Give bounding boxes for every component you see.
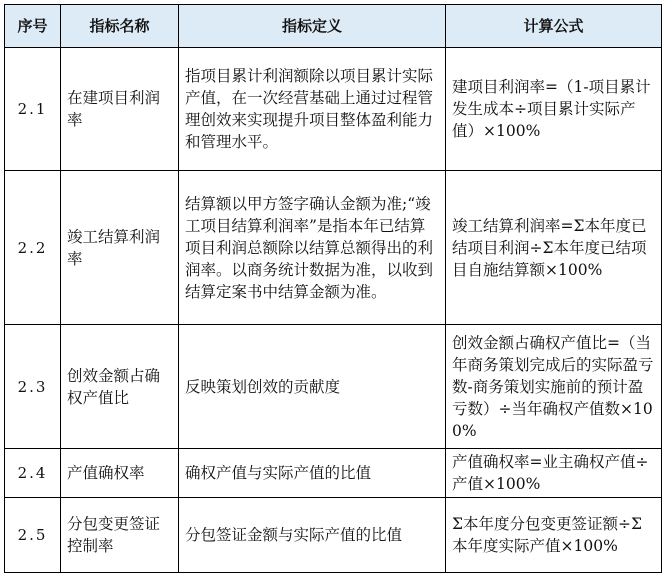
- row-definition: 反映策划创效的贡献度: [179, 325, 446, 449]
- row-seq: 2.5: [5, 498, 61, 573]
- table-row: [5, 48, 662, 171]
- row-formula: 建项目利润率=（1-项目累计发生成本÷项目累计实际产值）×100%: [446, 48, 662, 171]
- row-name: 在建项目利润率: [61, 48, 179, 171]
- row-definition: 确权产值与实际产值的比值: [179, 449, 446, 498]
- row-name: 产值确权率: [61, 449, 179, 498]
- header-row: [5, 5, 662, 48]
- row-formula: Σ本年度分包变更签证额÷Σ本年度实际产值×100%: [446, 498, 662, 573]
- row-definition: 分包签证金额与实际产值的比值: [179, 498, 446, 573]
- row-seq: 2.2: [5, 171, 61, 325]
- row-formula: 竣工结算利润率=Σ本年度已结项目利润÷Σ本年度已结项目自施结算额×100%: [446, 171, 662, 325]
- table-row: [5, 449, 662, 498]
- row-name: 竣工结算利润率: [61, 171, 179, 325]
- row-definition: 指项目累计利润额除以项目累计实际产值，在一次经营基础上通过过程管理创效来实现提升项目整体盈利能力和管理水平。: [179, 48, 446, 171]
- header-name: 指标名称: [61, 5, 179, 48]
- table-row: [5, 325, 662, 449]
- header-formula: 计算公式: [446, 5, 662, 48]
- row-name: 分包变更签证控制率: [61, 498, 179, 573]
- row-formula: 创效金额占确权产值比=（当年商务策划完成后的实际盈亏数-商务策划实施前的预计盈亏数）÷当年确权产值数×100%: [446, 325, 662, 449]
- header-definition: 指标定义: [179, 5, 446, 48]
- row-definition: 结算额以甲方签字确认金额为准;“竣工项目结算利润率”是指本年已结算项目利润总额除以结算总额得出的利润率。以商务统计数据为准，以收到结算定案书中结算金额为准。: [179, 171, 446, 325]
- row-formula: 产值确权率=业主确权产值÷产值×100%: [446, 449, 662, 498]
- row-seq: 2.1: [5, 48, 61, 171]
- row-seq: 2.3: [5, 325, 61, 449]
- table-row: [5, 498, 662, 573]
- metrics-table: [4, 4, 662, 573]
- row-name: 创效金额占确权产值比: [61, 325, 179, 449]
- header-seq: 序号: [5, 5, 61, 48]
- table-row: [5, 171, 662, 325]
- row-seq: 2.4: [5, 449, 61, 498]
